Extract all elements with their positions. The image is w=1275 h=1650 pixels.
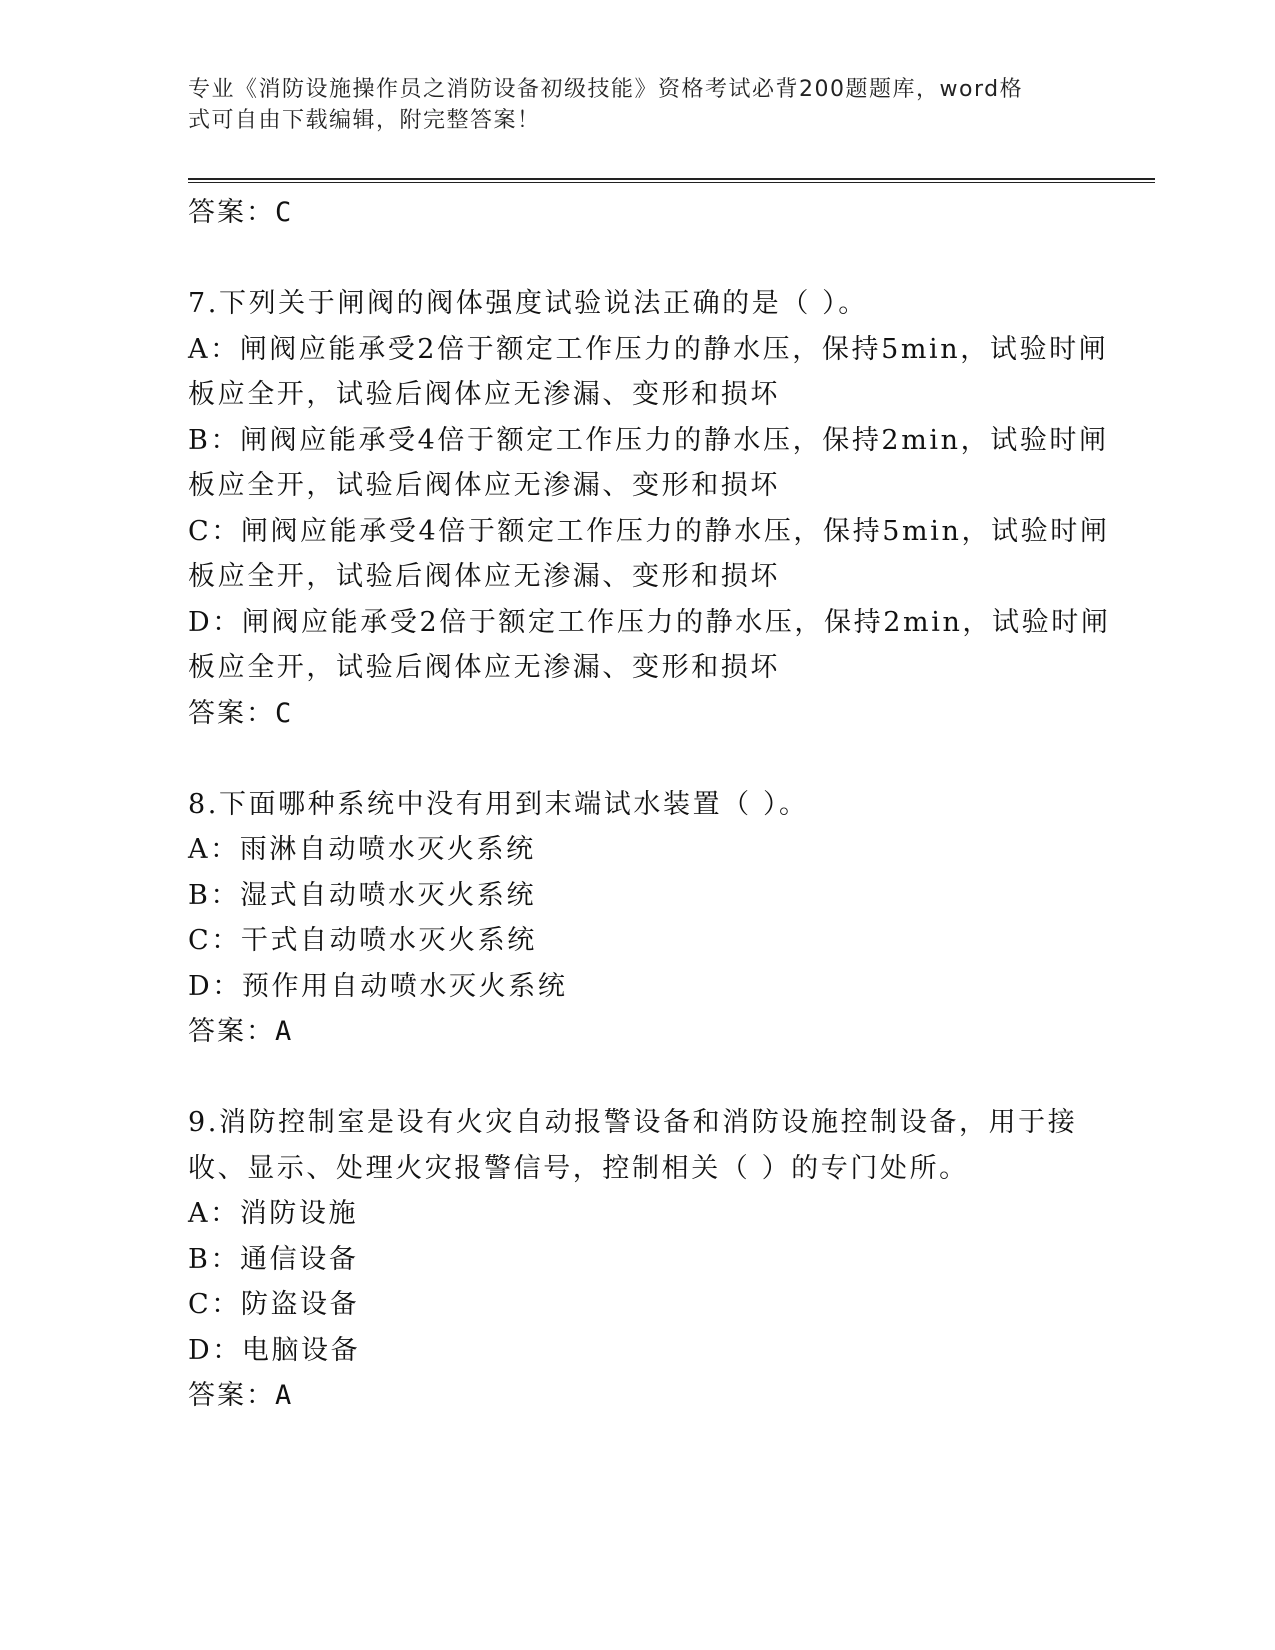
question-block <box>188 1100 1088 1419</box>
answer-line <box>188 1009 1088 1055</box>
answer-value: A <box>275 1380 294 1411</box>
header-line-1: 专业《消防设施操作员之消防设备初级技能》资格考试必背200题题库，word格 <box>188 77 1024 102</box>
question-number: 7. <box>188 288 219 319</box>
question-number: 8. <box>188 788 219 820</box>
option-a-line-2: 板应全开，试验后阀体应无渗漏、变形和损坏 <box>188 379 780 410</box>
answer-value: C <box>275 197 294 228</box>
answer-label: 答案： <box>188 697 275 729</box>
question-block <box>188 281 1111 736</box>
header-rule-thin <box>188 182 1155 183</box>
question-stem-line: 消防控制室是设有火灾自动报警设备和消防设施控制设备，用于接 <box>218 1107 1078 1138</box>
answer-value: C <box>275 697 294 729</box>
spacer <box>188 236 1088 282</box>
answer-line <box>188 691 1088 737</box>
header-rule-thick <box>188 178 1155 180</box>
option-c-line-1: C：闸阀应能承受4倍于额定工作压力的静水压，保持5min，试验时闸 <box>188 515 1110 547</box>
question-stem-line: 下面哪种系统中没有用到末端试水装置（ ）。 <box>218 788 809 820</box>
option-d: D：电脑设备 <box>188 1334 361 1366</box>
option-c: C：干式自动喷水灭火系统 <box>188 925 537 956</box>
option-d: D：预作用自动喷水灭火系统 <box>188 970 568 1002</box>
question-number: 9. <box>188 1107 219 1138</box>
answer-label: 答案： <box>188 1380 275 1411</box>
option-d-line-1: D：闸阀应能承受2倍于额定工作压力的静水压，保持2min，试验时闸 <box>188 606 1111 638</box>
option-c-line-2: 板应全开，试验后阀体应无渗漏、变形和损坏 <box>188 561 780 592</box>
answer-line <box>188 190 1088 236</box>
spacer <box>188 1055 1088 1101</box>
question-stem <box>188 782 1088 828</box>
option-b: B：湿式自动喷水灭火系统 <box>188 879 537 911</box>
spacer <box>188 736 1088 782</box>
document-body <box>188 190 1111 1419</box>
question-stem <box>188 1100 1088 1146</box>
option-b: B：通信设备 <box>188 1243 359 1275</box>
question-stem <box>188 281 1088 327</box>
question-stem-continued: 收、显示、处理火灾报警信号，控制相关（ ）的专门处所。 <box>188 1152 969 1184</box>
answer-line <box>188 1373 1088 1419</box>
option-d-line-2: 板应全开，试验后阀体应无渗漏、变形和损坏 <box>188 652 780 683</box>
question-block <box>188 782 1088 1055</box>
answer-value: A <box>275 1016 294 1047</box>
answer-label: 答案： <box>188 1016 275 1047</box>
answer-label: 答案： <box>188 197 275 228</box>
option-a: A：雨淋自动喷水灭火系统 <box>188 834 536 865</box>
option-b-line-2: 板应全开，试验后阀体应无渗漏、变形和损坏 <box>188 470 780 501</box>
option-a-line-1: A：闸阀应能承受2倍于额定工作压力的静水压，保持5min，试验时闸 <box>188 333 1109 365</box>
option-a: A：消防设施 <box>188 1198 359 1229</box>
document-header <box>188 74 1068 136</box>
question-stem-line: 下列关于闸阀的阀体强度试验说法正确的是（ ）。 <box>218 288 868 319</box>
header-line-2: 式可自由下载编辑，附完整答案！ <box>188 108 541 133</box>
option-b-line-1: B：闸阀应能承受4倍于额定工作压力的静水压，保持2min，试验时闸 <box>188 424 1109 456</box>
option-c: C：防盗设备 <box>188 1289 360 1320</box>
